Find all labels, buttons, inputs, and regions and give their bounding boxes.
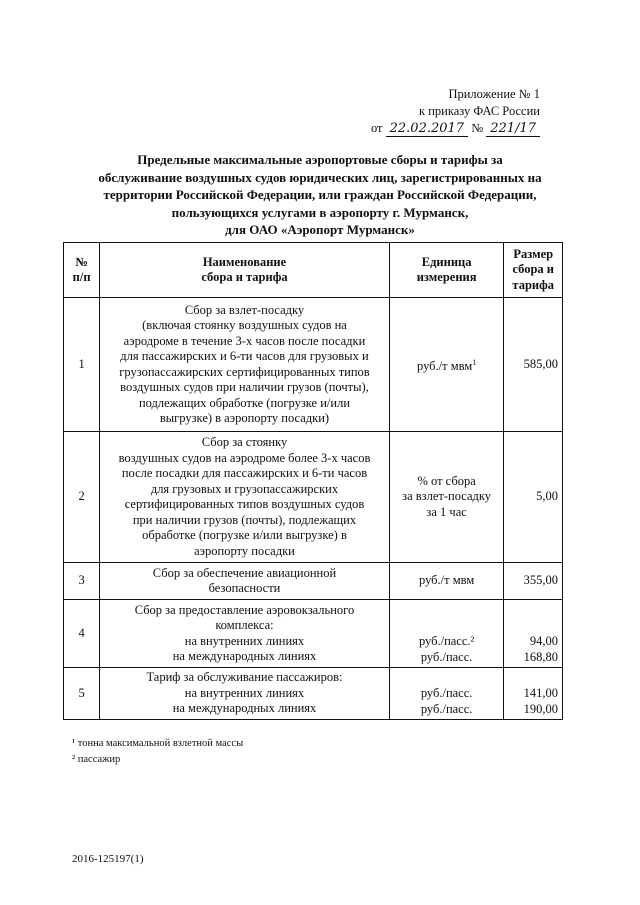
row-value: 5,00 xyxy=(504,432,563,563)
row-name: Тариф за обслуживание пассажиров: на внутренних линиях на международных линиях xyxy=(100,668,390,720)
row-num: 2 xyxy=(64,432,100,563)
tariff-table xyxy=(63,242,563,720)
row-unit: % от сбора за взлет-посадку за 1 час xyxy=(389,432,504,563)
table-row xyxy=(64,432,563,563)
table-row xyxy=(64,298,563,432)
row-unit: руб./т мвм xyxy=(389,563,504,600)
row-unit: руб./т мвм$^1$ xyxy=(389,298,504,432)
row-unit: руб./пасс.² руб./пасс. xyxy=(389,600,504,668)
appendix-line2: к приказу ФАС России xyxy=(419,104,540,118)
from-label: от xyxy=(370,121,383,135)
title-line: пользующихся услугами в аэропорту г. Мурманск, xyxy=(171,204,469,220)
appendix-order-line xyxy=(320,120,540,139)
header-num: № п/п xyxy=(64,243,100,298)
footnote-1: ¹ тонна максимальной взлетной массы xyxy=(72,738,244,749)
order-date: 22.02.2017 xyxy=(386,121,468,137)
row-num: 1 xyxy=(64,298,100,432)
row-num: 5 xyxy=(64,668,100,720)
table-header-row xyxy=(64,243,563,298)
document-title xyxy=(40,151,600,239)
appendix-header xyxy=(320,86,540,139)
table-row xyxy=(64,600,563,668)
header-name: Наименование сбора и тарифа xyxy=(100,243,390,298)
row-value: 141,00 190,00 xyxy=(504,668,563,720)
row-name: Сбор за предоставление аэровокзального комплекса: на внутренних линиях на международных линиях xyxy=(100,600,390,668)
document-number: 2016-125197(1) xyxy=(72,853,144,865)
order-number: 221/17 xyxy=(486,121,540,137)
appendix-line1: Приложение № 1 xyxy=(448,87,540,101)
number-label: № xyxy=(471,121,484,135)
footnote-2: ² пассажир xyxy=(72,754,121,765)
table-row xyxy=(64,668,563,720)
header-size: Размер сбора и тарифа xyxy=(504,243,563,298)
header-unit: Единица измерения xyxy=(389,243,504,298)
table-row xyxy=(64,563,563,600)
row-num: 3 xyxy=(64,563,100,600)
row-value: 355,00 xyxy=(504,563,563,600)
title-line: территории Российской Федерации, или граждан Российской Федерации, xyxy=(103,187,537,202)
title-line: для ОАО «Аэропорт Мурманск» xyxy=(225,222,415,237)
title-line: Предельные максимальные аэропортовые сборы и тарифы за xyxy=(137,152,503,167)
row-value: 94,00 168,80 xyxy=(504,600,563,668)
title-line: обслуживание воздушных судов юридических лиц, зарегистрированных на xyxy=(98,169,542,185)
footnotes xyxy=(72,736,243,768)
row-value: 585,00 xyxy=(504,298,563,432)
row-name: Сбор за стоянку воздушных судов на аэродроме более 3-х часов после посадки для пассажирских и 6-ти часов для грузовых и грузопассажирских сертифицированных типов воздушных судов при наличии грузов (почты), подлежащих обработке (погрузке и/или выгрузке) в аэропорту посадки xyxy=(100,432,390,563)
row-num: 4 xyxy=(64,600,100,668)
row-name: Сбор за взлет-посадку (включая стоянку воздушных судов на аэродроме в течение 3-х часов после посадки для пассажирских и 6-ти часов для грузовых и грузопассажирских сертифицированных типов воздушных судов при наличии грузов (почты), подлежащих обработке (погрузке и/или выгрузке) в аэропорту посадки) xyxy=(100,298,390,432)
row-unit: руб./пасс. руб./пасс. xyxy=(389,668,504,720)
row-name: Сбор за обеспечение авиационной безопасности xyxy=(100,563,390,600)
